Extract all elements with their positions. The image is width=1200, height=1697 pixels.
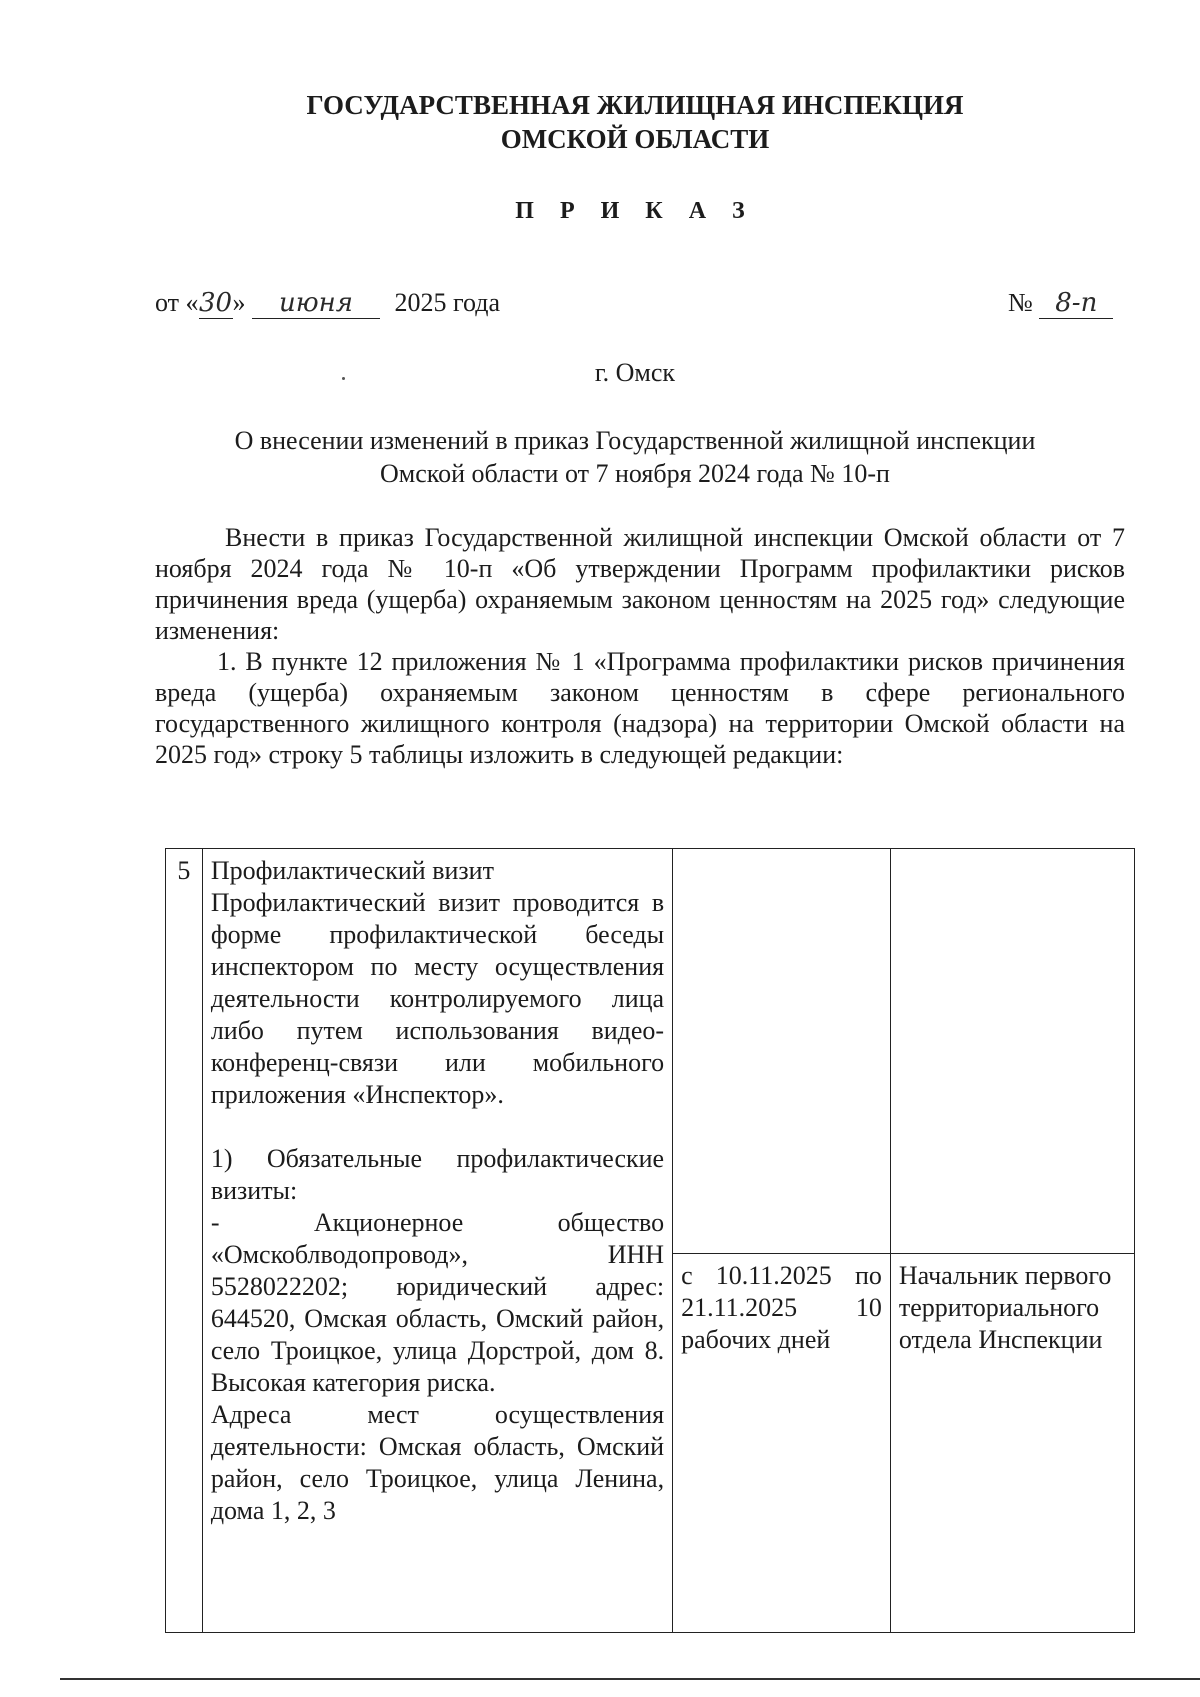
subject [0, 424, 1200, 490]
order-number-handwritten: 8-п [1039, 288, 1113, 319]
order-number-prefix: № [1008, 288, 1033, 317]
date-mid: » [232, 288, 246, 317]
period-cell: с 10.11.2025 по 21.11.2025 10 рабочих дней [673, 1254, 891, 1633]
mandatory-visits-heading: 1) Обязательные профилактические визиты: [210, 1144, 665, 1205]
body-paragraph-1: Внести в приказ Государственной жилищной инспекции Омской области от 7 ноября 2024 года № 10-п «Об утверждении Программ профилактики рисков причинения вреда (ущерба) охраняемым законом ценностям на 2025 год» следующие изменения: [155, 523, 1125, 645]
org-header-line1: ГОСУДАРСТВЕННАЯ ЖИЛИЩНАЯ ИНСПЕКЦИЯ [306, 90, 964, 120]
date-day-handwritten: 30 [198, 288, 233, 318]
empty-cell [890, 849, 1134, 1254]
date-year: 2025 года [394, 288, 501, 317]
document-type: П Р И К А З [515, 198, 755, 224]
org-header-line2: ОМСКОЙ ОБЛАСТИ [500, 124, 770, 154]
empty-cell [673, 849, 891, 1254]
responsible-cell: Начальник первого территориального отдела Инспекции [890, 1254, 1134, 1633]
program-table [165, 848, 1135, 1633]
activity-description: Профилактический визит проводится в форме профилактической беседы инспектором по месту осуществления деятельности контролируемого лица либо путем использования видео-конференц-связи или мобильного приложения «Инспектор». [210, 888, 665, 1109]
page-bottom-rule [60, 1678, 1200, 1680]
city: г. Омск [594, 358, 676, 387]
body-paragraph-2: 1. В пункте 12 приложения № 1 «Программа профилактики рисков причинения вреда (ущерба) охраняемым законом ценностям в сфере регионального государственного жилищного контроля (надзора) на территории Омской области на 2025 год» строку 5 таблицы изложить в следующей редакции: [155, 647, 1125, 769]
activity-cell [202, 849, 672, 1633]
date-month-handwritten: июня [252, 288, 380, 319]
date-line [155, 288, 500, 319]
organization-info: - Акционерное общество «Омскоблводопровод», ИНН 5528022202; юридический адрес: 644520, Омская область, Омский район, село Троицкое, улица Дорстрой, дом 8. Высокая категория риска. [210, 1208, 665, 1397]
activity-addresses: Адреса мест осуществления деятельности: Омская область, Омский район, село Троицкое, улица Ленина, дома 1, 2, 3 [210, 1400, 665, 1525]
date-prefix: от « [155, 288, 199, 317]
order-number [1008, 288, 1113, 319]
body-text [155, 522, 1125, 770]
subject-line2: Омской области от 7 ноября 2024 года № 10-п [380, 459, 890, 488]
row-number: 5 [166, 849, 203, 1633]
org-header [0, 88, 1200, 156]
activity-title: Профилактический визит [210, 856, 494, 885]
subject-line1: О внесении изменений в приказ Государственной жилищной инспекции [234, 426, 1036, 455]
table-row [166, 849, 1135, 1254]
